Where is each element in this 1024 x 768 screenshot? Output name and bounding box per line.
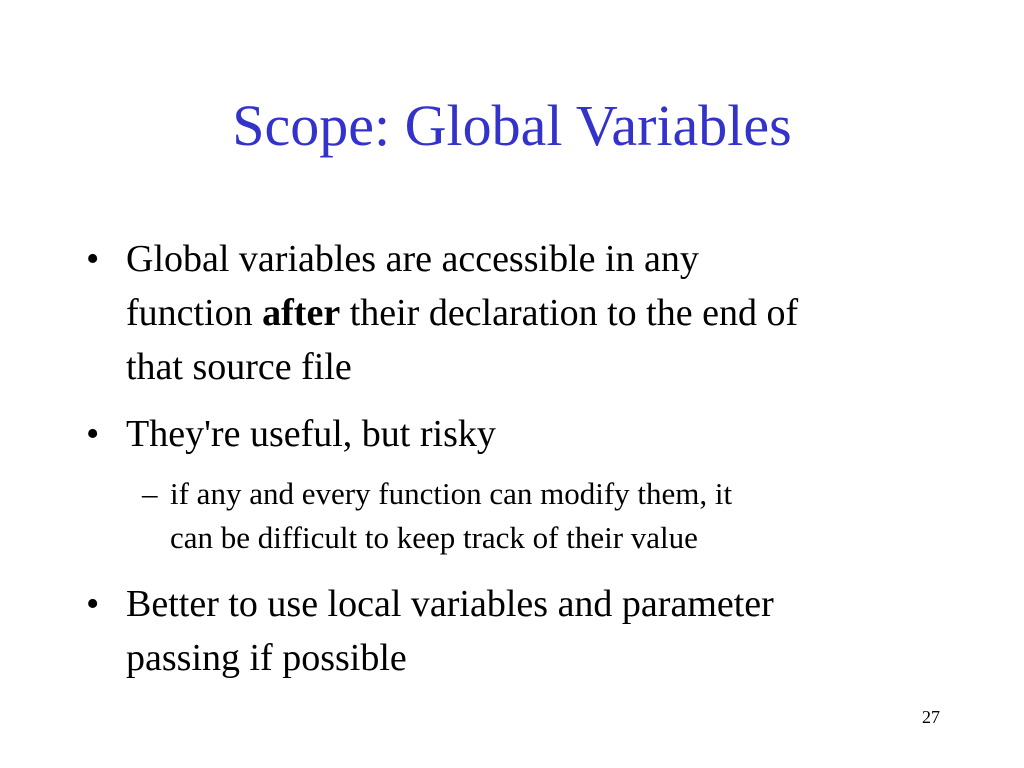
bullet-marker: • [86,413,100,455]
bullet-marker: • [86,583,100,625]
bullet-text-segment: function [126,292,263,334]
bullet-line: Global variables are accessible in any [126,238,699,280]
sub-bullet-marker: – [142,476,158,511]
bullet-text [126,232,956,394]
bullet-line: Better to use local variables and parameter [126,583,774,625]
bullet-text-segment: their declaration to the end of [340,292,799,334]
bullet-marker: • [86,238,100,280]
sub-bullet-line: can be difficult to keep track of their value [170,520,698,555]
sub-bullet-line: if any and every function can modify them, it [170,476,733,511]
bullet-line: that source file [126,346,352,388]
bullet-line: passing if possible [126,637,407,679]
emphasis-text: after [262,292,341,334]
bullet-line: They're useful, but risky [126,413,496,455]
bullet-line [126,286,956,340]
sub-bullet-text [170,472,950,560]
bullet-text [126,407,956,461]
bullet-text [126,577,956,685]
slide-title: Scope: Global Variables [232,93,792,158]
page-number: 27 [922,707,940,727]
